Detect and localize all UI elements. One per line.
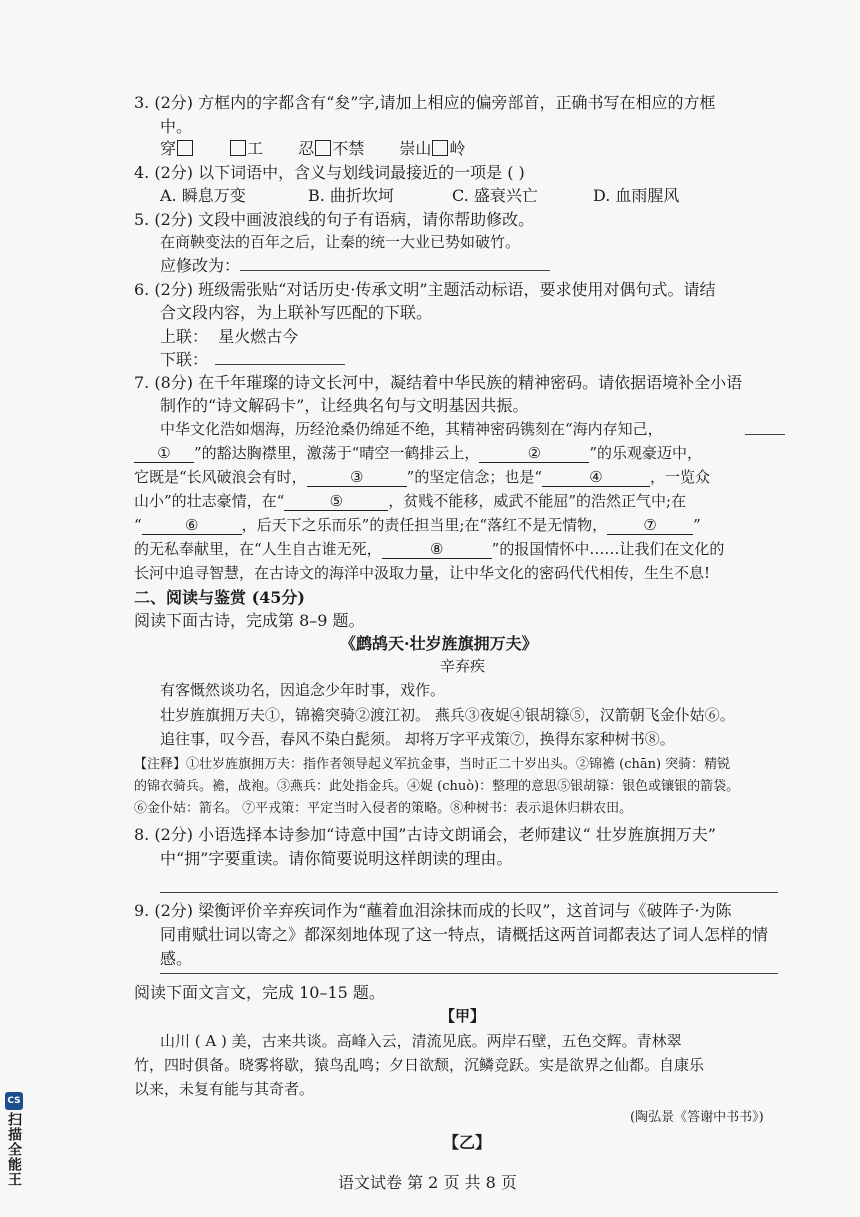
poem-line-2: 追往事，叹今吾，春风不染白髭须。 却将万字平戎策⑦，换得东家种树书⑧。 [160,730,675,748]
q7-stem-2: 制作的“诗文解码卡”，让经典名句与文明基因共振。 [160,396,529,415]
blank-3[interactable]: ③ [307,469,407,487]
q9-line-2: 同甫赋壮词以寄之》都深刻地体现了这一特点，请概括这两首词都表达了词人怎样的情 [160,925,769,944]
q5-sentence: 在商鞅变法的百年之后，让秦的统一大业已势如破竹。 [160,233,521,251]
q8-line-1: 8. (2分) 小语选择本诗参加“诗意中国”古诗文朗诵会，老师建议“ 壮岁旌旗拥万夫” [134,825,716,844]
q7-para-line-1: 中华文化浩如烟海，历经沧桑仍绵延不绝，其精神密码镌刻在“海内存知己， [160,420,663,438]
q8-line-2: 中“拥”字要重读。请你简要说明这样朗读的理由。 [160,849,513,868]
q7-para-line-5: “ ⑥ ，后天下之乐而乐”的责任担当里;在“落红不是无情物， ⑦ ” [134,516,701,534]
fill-box[interactable] [177,140,193,156]
jia-source: (陶弘景《答谢中书书》) [630,1110,764,1125]
q9-line-1: 9. (2分) 梁衡评价辛弃疾词作为“蘸着血泪涂抹而成的长叹”，这首词与《破阵子·为陈 [134,901,732,920]
poem-line-1: 壮岁旌旗拥万夫①，锦襜突骑②渡江初。 燕兵③夜娖④银胡簶⑤，汉箭朝飞金仆姑⑥。 [160,706,735,724]
poem-preface: 有客慨然谈功名，因追念少年时事，戏作。 [160,681,446,699]
q4-option-a: A. 瞬息万变 [160,186,246,205]
q3-stem-end: 中。 [160,117,193,136]
jia-line-3: 以来，未复有能与其奇者。 [134,1080,315,1098]
jia-line-2: 竹，四时俱备。晓雾将歇，猿鸟乱鸣；夕日欲颓，沉鳞竞跃。实是欲界之仙都。自康乐 [134,1056,705,1074]
blank-2[interactable]: ② [479,445,589,463]
q4-stem: 4. (2分) 以下词语中，含义与划线词最接近的一项是 ( ) [134,163,525,182]
blank-1[interactable]: ① [134,445,194,463]
q5-stem: 5. (2分) 文段中画波浪线的句子有语病，请你帮助修改。 [134,210,535,229]
q4-option-b: B. 曲折坎坷 [308,186,394,205]
scanner-watermark [4,1092,24,1187]
yi-tag: 【乙】 [443,1133,492,1152]
q6-stem-2: 合文段内容，为上联补写匹配的下联。 [160,303,433,322]
q6-lower-label: 下联： [160,350,209,369]
blank-5[interactable]: ⑤ [284,493,388,511]
fill-box[interactable] [315,140,331,156]
read-instruction-2: 阅读下面文言文，完成 10–15 题。 [134,983,385,1002]
q7-para-line-7: 长河中追寻智慧，在古诗文的海洋中汲取力量，让中华文化的密码代代相传，生生不息! [134,564,711,582]
q4-option-d: D. 血雨腥风 [593,186,680,205]
blank-4[interactable]: ④ [542,469,650,487]
notes-line-3: ⑥金仆姑：箭名。 ⑦平戎策：平定当时入侵者的策略。⑧种树书：表示退休归耕农田。 [134,801,633,816]
page-footer: 语文试卷 第 2 页 共 8 页 [338,1173,517,1192]
poem-author: 辛弃疾 [440,657,486,675]
blank-7[interactable]: ⑦ [607,517,693,535]
fill-box[interactable] [230,140,246,156]
blank-8[interactable]: ⑧ [382,541,492,559]
q6-upper: 上联： 星火燃古今 [160,327,299,346]
blank-1a[interactable] [745,434,785,435]
fill-box[interactable] [432,140,448,156]
q7-para-line-3: 它既是“长风破浪会有时， ③ ”的坚定信念；也是“ ④ ，一览众 [134,468,711,486]
q7-para-line-6: 的无私奉献里，在“人生自古谁无死， ⑧ ”的报国情怀中……让我们在文化的 [134,540,725,558]
blank-6[interactable]: ⑥ [142,517,242,535]
q3-words: 穿 工 忍 不禁 崇山 岭 [160,139,466,158]
q7-para-line-4: 山小”的壮志豪情，在“ ⑤ ，贫贱不能移，威武不能屈”的浩然正气中;在 [134,492,687,510]
q9-line-3: 感。 [160,949,193,968]
scanner-name: 扫描全能王 [6,1112,22,1187]
q3-stem: 3. (2分) 方框内的字都含有“夋”字,请加上相应的偏旁部首，正确书写在相应的方框 [134,93,716,112]
q5-answer-label: 应修改为： [160,256,241,275]
read-instruction-1: 阅读下面古诗，完成第 8–9 题。 [134,611,365,630]
jia-line-1: 山川 ( A ) 美，古来共谈。高峰入云，清流见底。两岸石壁，五色交辉。青林翠 [160,1032,682,1050]
poem-title: 《鹧鸪天·壮岁旌旗拥万夫》 [340,634,538,653]
notes-line-2: 的锦衣骑兵。襜，战袍。③燕兵：此处指金兵。④娖 (chuò)：整理的意思⑤银胡簶：银色或镶银的箭袋。 [134,779,740,794]
notes-line-1: 【注释】①壮岁旌旗拥万夫：指作者领导起义军抗金事，当时正二十岁出头。②锦襜 (chān) 突骑：精锐 [134,757,731,772]
q7-para-line-2: ① ”的豁达胸襟里，激荡于“晴空一鹤排云上， ② ”的乐观豪迈中， [134,442,702,463]
q8-answer-line[interactable] [160,892,778,893]
q5-answer-line[interactable] [240,270,550,271]
jia-tag: 【甲】 [440,1007,486,1025]
cs-logo-icon: CS [5,1092,23,1110]
q6-lower-line[interactable] [215,364,345,365]
q4-option-c: C. 盛衰兴亡 [452,186,538,205]
q9-answer-line[interactable] [160,973,778,974]
q7-stem-1: 7. (8分) 在千年璀璨的诗文长河中，凝结着中华民族的精神密码。请依据语境补全小语 [134,373,743,392]
section-2-heading: 二、阅读与鉴赏 (45分) [134,588,305,607]
q6-stem-1: 6. (2分) 班级需张贴“对话历史·传承文明”主题活动标语，要求使用对偶句式。请结 [134,280,716,299]
